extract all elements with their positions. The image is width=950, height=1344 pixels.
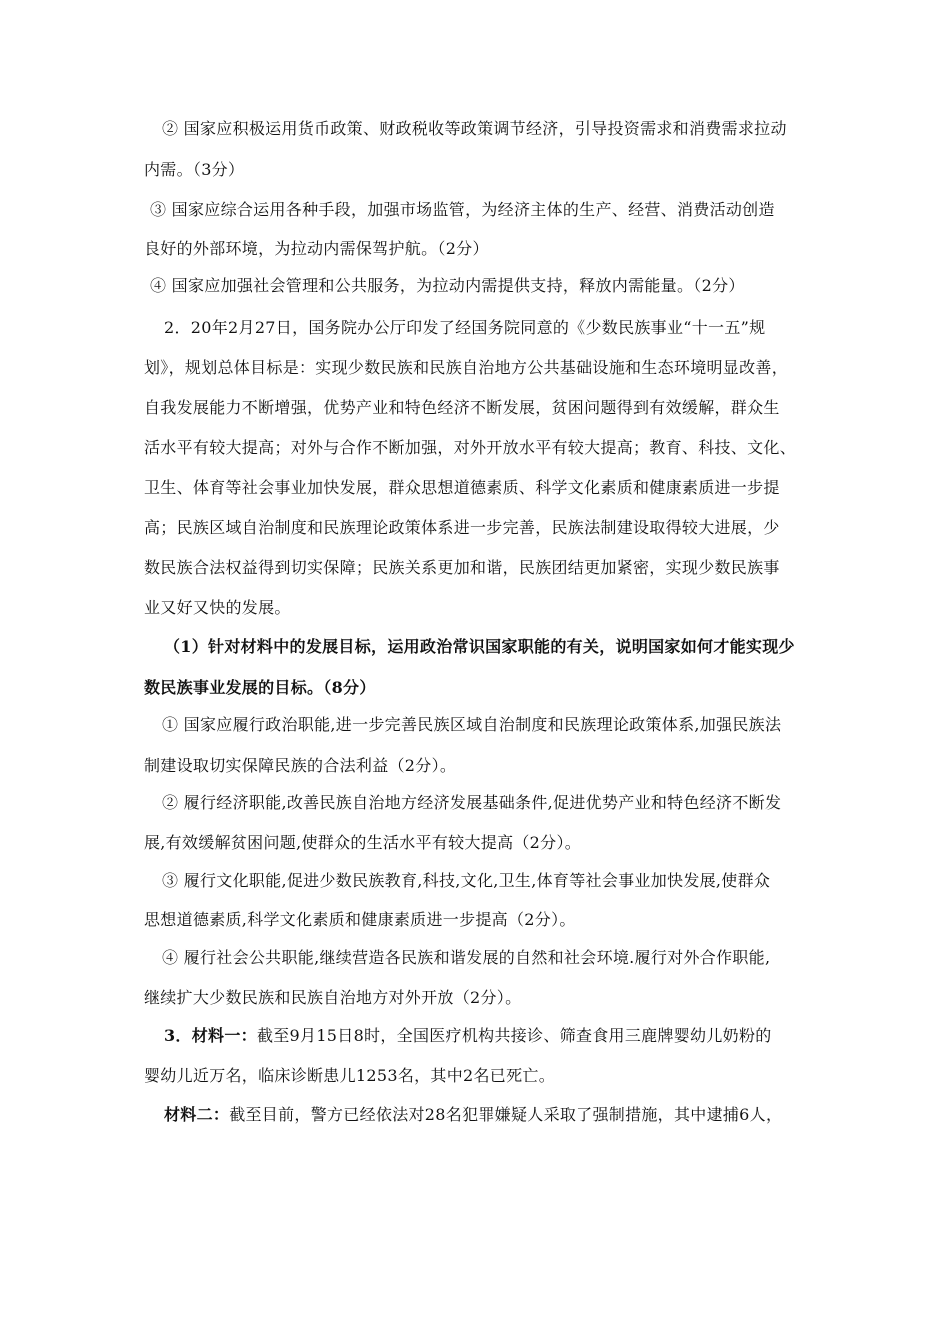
question-2-answer-line: 继续扩大少数民族和民族自治地方对外开放（2分）。	[144, 988, 522, 1007]
answer-item-2-line-1: ② 国家应积极运用货币政策、财政税收等政策调节经济，引导投资需求和消费需求拉动	[162, 119, 787, 138]
question-2-answer-line: 思想道德素质,科学文化素质和健康素质进一步提高（2分）。	[144, 910, 576, 929]
question-2-answer-line: ① 国家应履行政治职能,进一步完善民族区域自治制度和民族理论政策体系,加强民族法	[162, 715, 782, 734]
question-2-answer-line: ② 履行经济职能,改善民族自治地方经济发展基础条件,促进优势产业和特色经济不断发	[162, 793, 782, 812]
question-3-material-2-text: 截至目前，警方已经依法对28名犯罪嫌疑人采取了强制措施，其中逮捕6人，	[229, 1105, 783, 1124]
question-2-answer-line: 展,有效缓解贫困问题,使群众的生活水平有较大提高（2分）。	[144, 833, 582, 852]
answer-item-3-line-2: 良好的外部环境，为拉动内需保驾护航。（2分）	[144, 239, 489, 258]
answer-item-4-line-1: ④ 国家应加强社会管理和公共服务，为拉动内需提供支持，释放内需能量。（2分）	[150, 276, 745, 295]
answer-item-2-line-2: 内需。（3分）	[144, 160, 245, 179]
answer-item-3-line-1: ③ 国家应综合运用各种手段，加强市场监管，为经济主体的生产、经营、消费活动创造	[150, 200, 775, 219]
question-2-answer-line: ④ 履行社会公共职能,继续营造各民族和谐发展的自然和社会环境.履行对外合作职能,	[162, 948, 771, 967]
question-2-material-line: 活水平有较大提高；对外与合作不断加强，对外开放水平有较大提高；教育、科技、文化、	[144, 438, 797, 457]
question-2-material-line: 卫生、体育等社会事业加快发展，群众思想道德素质、科学文化素质和健康素质进一步提	[144, 478, 780, 497]
question-3-material-1-text: 截至9月15日8时，全国医疗机构共接诊、筛查食用三鹿牌婴幼儿奶粉的	[256, 1026, 772, 1045]
question-2-material-line: 划》，规划总体目标是：实现少数民族和民族自治地方公共基础设施和生态环境明显改善，	[144, 358, 789, 377]
question-3-material-2-label: 材料二：	[164, 1105, 230, 1124]
question-2-material-line: 业又好又快的发展。	[144, 598, 291, 617]
question-2-answer-line: ③ 履行文化职能,促进少数民族教育,科技,文化,卫生,体育等社会事业加快发展,使群众	[162, 871, 771, 890]
question-3-number-label: 3．材料一：	[164, 1026, 257, 1045]
sub-question-1-line-2: 数民族事业发展的目标。（8分）	[144, 678, 376, 697]
question-2-material-line: 高；民族区域自治制度和民族理论政策体系进一步完善，民族法制建设取得较大进展，少	[144, 518, 780, 537]
question-3-line-1	[164, 1026, 772, 1046]
sub-question-1-line-1: （1）针对材料中的发展目标，运用政治常识国家职能的有关，说明国家如何才能实现少	[164, 637, 795, 656]
question-2-material-line: 自我发展能力不断增强，优势产业和特色经济不断发展，贫困问题得到有效缓解，群众生	[144, 398, 780, 417]
question-3-material-2-line	[164, 1105, 782, 1125]
question-2-answer-line: 制建设取切实保障民族的合法利益（2分）。	[144, 756, 457, 775]
question-2-material-line: 数民族合法权益得到切实保障；民族关系更加和谐，民族团结更加紧密，实现少数民族事	[144, 558, 780, 577]
question-2-material-line: 2．20年2月27日，国务院办公厅印发了经国务院同意的《少数民族事业“十一五”规	[164, 318, 766, 337]
question-3-material-1-line-2: 婴幼儿近万名，临床诊断患儿1253名，其中2名已死亡。	[144, 1066, 555, 1085]
